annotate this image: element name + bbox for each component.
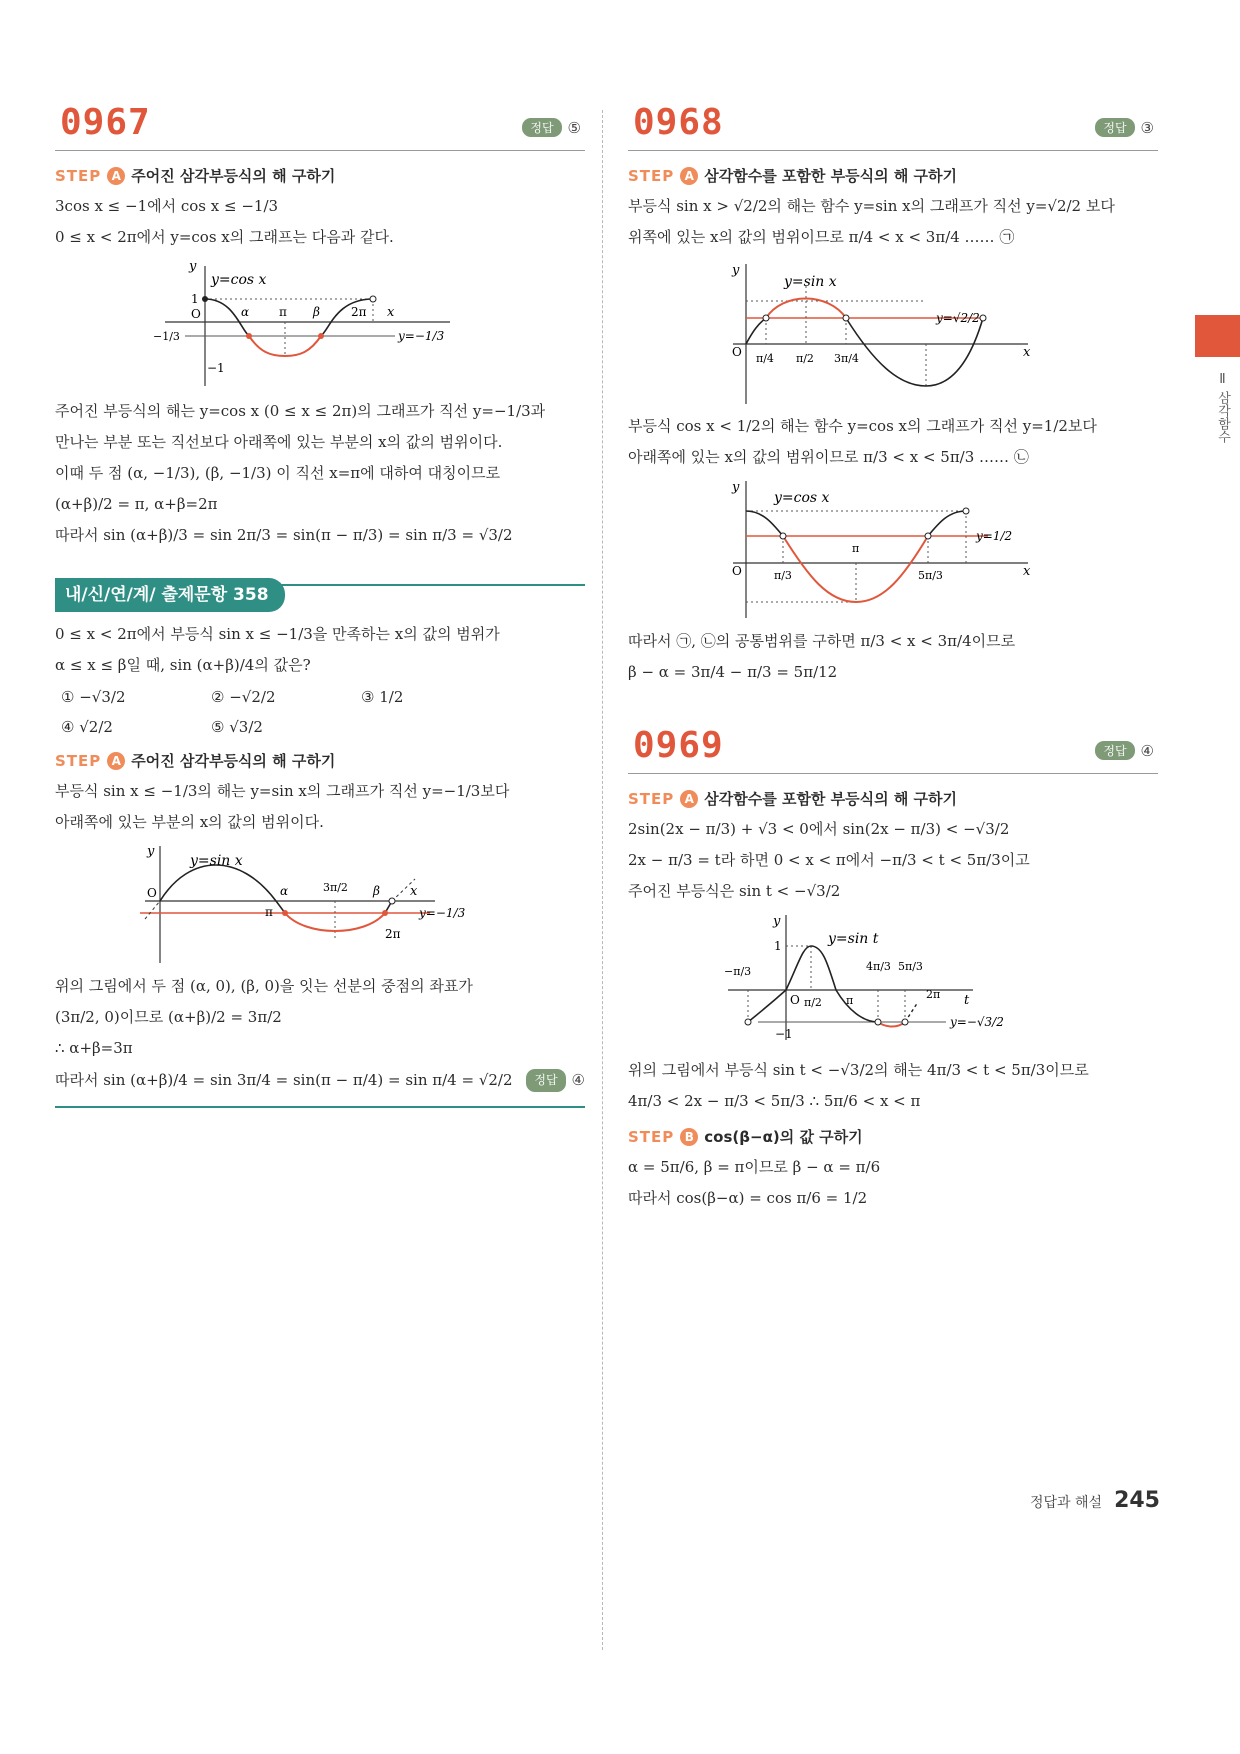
- choice-2: ② −√2/2: [211, 688, 276, 706]
- tick-pi: π: [852, 542, 860, 555]
- tick-one: 1: [191, 292, 199, 306]
- answer-badge: 정답: [526, 1069, 565, 1092]
- choice-3: ③ 1/2: [361, 688, 404, 706]
- problem-0969-header: [628, 723, 1158, 774]
- step-letter: A: [107, 752, 125, 770]
- answer-indicator: [522, 118, 581, 137]
- problem-number: 0969: [633, 725, 724, 766]
- x-axis-label: x: [1023, 564, 1031, 579]
- solution-line: 부등식 sin x > √2/2의 해는 함수 y=sin x의 그래프가 직선 y=√2/2 보다: [628, 197, 1115, 215]
- y-axis-label: y: [147, 844, 155, 859]
- intersect-point: [875, 1019, 881, 1025]
- answer-indicator: [1095, 741, 1154, 760]
- tick-five-pi-third: 5π/3: [918, 569, 943, 582]
- tick-pi-third: π/3: [774, 569, 792, 582]
- answer-indicator: [1095, 118, 1154, 137]
- step-a-heading: [628, 788, 1158, 809]
- solution-line: 주어진 부등식의 해는 y=cos x (0 ≤ x ≤ 2π)의 그래프가 직선 y=−1/3과: [55, 402, 546, 420]
- origin-label: O: [147, 886, 157, 900]
- solution-line: 아래쪽에 있는 부분의 x의 값의 범위이다.: [55, 813, 324, 831]
- step-tag: STEP: [628, 1127, 675, 1146]
- tick-neg-pi-third: −π/3: [724, 965, 752, 978]
- sin-curve: [746, 318, 766, 344]
- solution-line: 3cos x ≤ −1에서 cos x ≤ −1/3: [55, 197, 279, 215]
- tick-one: 1: [774, 939, 782, 953]
- tick-pi-half: π/2: [804, 996, 822, 1009]
- solution-line: 4π/3 < 2x − π/3 < 5π/3 ∴ 5π/6 < x < π: [628, 1092, 921, 1110]
- step-title: 삼각함수를 포함한 부등식의 해 구하기: [704, 790, 958, 808]
- start-point: [202, 296, 208, 302]
- solution-line: 따라서 cos(β−α) = cos π/6 = 1/2: [628, 1189, 868, 1207]
- line-label: y=√2/2: [936, 311, 980, 325]
- answer-badge: 정답: [1095, 118, 1134, 137]
- related-problem-banner: [55, 578, 585, 614]
- sin-curve-highlight: [878, 1022, 905, 1027]
- sin-curve: [748, 946, 878, 1022]
- answer-value: ③: [1140, 118, 1154, 137]
- solution-line: 부등식 cos x < 1/2의 해는 함수 y=cos x의 그래프가 직선 y=1/2보다: [628, 417, 1097, 435]
- y-axis-label: y: [773, 914, 781, 929]
- end-point: [980, 315, 986, 321]
- step-a-heading: [628, 165, 1158, 186]
- origin-label: O: [732, 564, 742, 578]
- sin-curve-upper: [160, 865, 276, 901]
- alpha-point: [246, 333, 252, 339]
- step-letter: A: [680, 167, 698, 185]
- t-axis-label: t: [964, 993, 970, 1008]
- dashed-extension: [145, 901, 160, 919]
- solution-line: 위쪽에 있는 x의 값의 범위이므로 π/4 < x < 3π/4 …… ㉠: [628, 228, 1015, 246]
- start-point: [745, 1019, 751, 1025]
- beta-label: β: [313, 305, 320, 319]
- x-axis-label: x: [1023, 345, 1031, 360]
- x-axis-label: x: [387, 305, 395, 320]
- step-a-heading: [55, 750, 585, 771]
- beta-point: [382, 910, 388, 916]
- line-label: y=1/2: [976, 529, 1013, 543]
- solution-line: (α+β)/2 = π, α+β=2π: [55, 495, 218, 513]
- step-title: 주어진 삼각부등식의 해 구하기: [131, 167, 336, 185]
- three-half-pi-label: 3π/2: [323, 881, 348, 894]
- end-point: [389, 898, 395, 904]
- intersect-point: [843, 315, 849, 321]
- page-footer: [1030, 1488, 1160, 1513]
- problem-0967-header: [55, 100, 585, 151]
- end-point: [963, 508, 969, 514]
- tick-five-third-pi: 5π/3: [898, 960, 923, 973]
- final-line: [55, 1069, 585, 1092]
- alpha-label: α: [241, 305, 250, 319]
- tick-minus-one: −1: [775, 1027, 793, 1041]
- solution-line: 위의 그림에서 두 점 (α, 0), (β, 0)을 잇는 선분의 중점의 좌표가: [55, 977, 473, 995]
- solution-line: 위의 그림에서 부등식 sin t < −√3/2의 해는 4π/3 < t < 5π/3이므로: [628, 1061, 1089, 1079]
- tick-pi-fourth: π/4: [756, 352, 774, 365]
- intersect-point: [925, 533, 931, 539]
- tick-neg-third: −1/3: [153, 330, 180, 343]
- y-axis-label: y: [189, 259, 197, 274]
- line-label: y=−1/3: [419, 906, 466, 920]
- step-a-heading: [55, 165, 585, 186]
- solution-line: 주어진 부등식은 sin t < −√3/2: [628, 882, 841, 900]
- step-tag: STEP: [55, 751, 102, 770]
- answer-indicator: [526, 1069, 585, 1092]
- problem-number: 0968: [633, 102, 724, 143]
- step-tag: STEP: [628, 789, 675, 808]
- solution-line: (3π/2, 0)이므로 (α+β)/2 = 3π/2: [55, 1008, 282, 1026]
- end-point: [370, 296, 376, 302]
- tick-pi: π: [846, 994, 854, 1007]
- solution-line: 0 ≤ x < 2π에서 y=cos x의 그래프는 다음과 같다.: [55, 228, 394, 246]
- line-label: y=−1/3: [398, 329, 445, 343]
- pi-label: π: [265, 905, 273, 919]
- sin-t-graph: [628, 910, 1068, 1050]
- problem-number: 0967: [60, 102, 151, 143]
- beta-point: [318, 333, 324, 339]
- column-divider: [602, 110, 603, 1650]
- cos-graph: [55, 256, 475, 391]
- pi-label: π: [279, 305, 287, 319]
- two-pi-label: 2π: [351, 305, 367, 319]
- origin-label: O: [191, 307, 201, 321]
- step-letter: A: [680, 790, 698, 808]
- tick-four-third-pi: 4π/3: [866, 960, 891, 973]
- step-letter: B: [680, 1128, 698, 1146]
- function-label: y=sin x: [190, 853, 243, 869]
- function-label: y=sin x: [784, 274, 837, 290]
- choice-5: ⑤ √3/2: [211, 718, 263, 736]
- right-column: [628, 100, 1158, 1209]
- y-axis-label: y: [732, 263, 740, 278]
- function-label: y=sin t: [828, 931, 879, 947]
- sin-graph: [55, 841, 495, 966]
- solution-line: 따라서 sin (α+β)/4 = sin 3π/4 = sin(π − π/4) = sin π/4 = √2/2: [55, 1071, 513, 1089]
- cos-graph: [628, 476, 1068, 621]
- x-axis-label: x: [410, 884, 418, 899]
- step-letter: A: [107, 167, 125, 185]
- choice-1: ① −√3/2: [61, 688, 126, 706]
- intersect-point: [763, 315, 769, 321]
- solution-line: β − α = 3π/4 − π/3 = 5π/12: [628, 663, 838, 681]
- chapter-tab: [1195, 315, 1240, 357]
- answer-badge: 정답: [522, 118, 561, 137]
- question-line: 0 ≤ x < 2π에서 부등식 sin x ≤ −1/3을 만족하는 x의 값의 범위가: [55, 625, 500, 643]
- origin-label: O: [790, 993, 800, 1007]
- solution-line: 이때 두 점 (α, −1/3), (β, −1/3) 이 직선 x=π에 대하여 대칭이므로: [55, 464, 501, 482]
- function-label: y=cos x: [211, 272, 267, 288]
- tick-three-pi-fourth: 3π/4: [834, 352, 859, 365]
- answer-choices: [55, 688, 585, 736]
- banner-label: 내/신/연/계/ 출제문항 358: [55, 578, 285, 612]
- sin-curve: [846, 318, 983, 386]
- function-label: y=cos x: [774, 490, 830, 506]
- step-b-heading: [628, 1126, 1158, 1147]
- tick-minus-one: −1: [207, 361, 225, 375]
- step-title: cos(β−α)의 값 구하기: [704, 1128, 863, 1146]
- step-title: 주어진 삼각부등식의 해 구하기: [131, 752, 336, 770]
- solution-line: 부등식 sin x ≤ −1/3의 해는 y=sin x의 그래프가 직선 y=−1/3보다: [55, 782, 510, 800]
- answer-badge: 정답: [1095, 741, 1134, 760]
- alpha-label: α: [280, 884, 289, 898]
- problem-0968-header: [628, 100, 1158, 151]
- solution-line: α = 5π/6, β = π이므로 β − α = π/6: [628, 1158, 881, 1176]
- cos-curve: [928, 511, 966, 536]
- answer-value: ④: [1140, 741, 1154, 760]
- solution-line: 2x − π/3 = t라 하면 0 < x < π에서 −π/3 < t < 5π/3이고: [628, 851, 1030, 869]
- alpha-point: [282, 910, 288, 916]
- answer-value: ④: [571, 1071, 585, 1089]
- step-tag: STEP: [628, 166, 675, 185]
- beta-label: β: [373, 884, 380, 898]
- question-line: α ≤ x ≤ β일 때, sin (α+β)/4의 값은?: [55, 656, 311, 674]
- solution-line: ∴ α+β=3π: [55, 1039, 133, 1057]
- origin-label: O: [732, 345, 742, 359]
- step-tag: STEP: [55, 166, 102, 185]
- intersect-point: [780, 533, 786, 539]
- solution-line: 아래쪽에 있는 x의 값의 범위이므로 π/3 < x < 5π/3 …… ㉡: [628, 448, 1029, 466]
- sin-graph: [628, 256, 1068, 406]
- line-label: y=−√3/2: [950, 1015, 1004, 1029]
- two-pi-label: 2π: [385, 927, 401, 941]
- section-rule: [55, 1106, 585, 1108]
- page-number: 245: [1114, 1488, 1160, 1513]
- footer-label: 정답과 해설: [1029, 1495, 1103, 1511]
- solution-line: 2sin(2x − π/3) + √3 < 0에서 sin(2x − π/3) < −√3/2: [628, 820, 1010, 838]
- answer-value: ⑤: [567, 118, 581, 137]
- solution-line: 따라서 sin (α+β)/3 = sin 2π/3 = sin(π − π/3) = sin π/3 = √3/2: [55, 526, 513, 544]
- choice-4: ④ √2/2: [61, 718, 113, 736]
- intersect-point: [902, 1019, 908, 1025]
- dashed-extension: [905, 1002, 918, 1022]
- chapter-side-label: Ⅱ 삼각함수: [1215, 372, 1230, 444]
- tick-pi-half: π/2: [796, 352, 814, 365]
- left-column: [55, 100, 585, 1108]
- step-title: 삼각함수를 포함한 부등식의 해 구하기: [704, 167, 958, 185]
- cos-curve: [746, 511, 783, 536]
- tick-two-pi: 2π: [926, 988, 941, 1001]
- solution-line: 만나는 부분 또는 직선보다 아래쪽에 있는 부분의 x의 값의 범위이다.: [55, 433, 503, 451]
- solution-line: 따라서 ㉠, ㉡의 공통범위를 구하면 π/3 < x < 3π/4이므로: [628, 632, 1016, 650]
- y-axis-label: y: [732, 480, 740, 495]
